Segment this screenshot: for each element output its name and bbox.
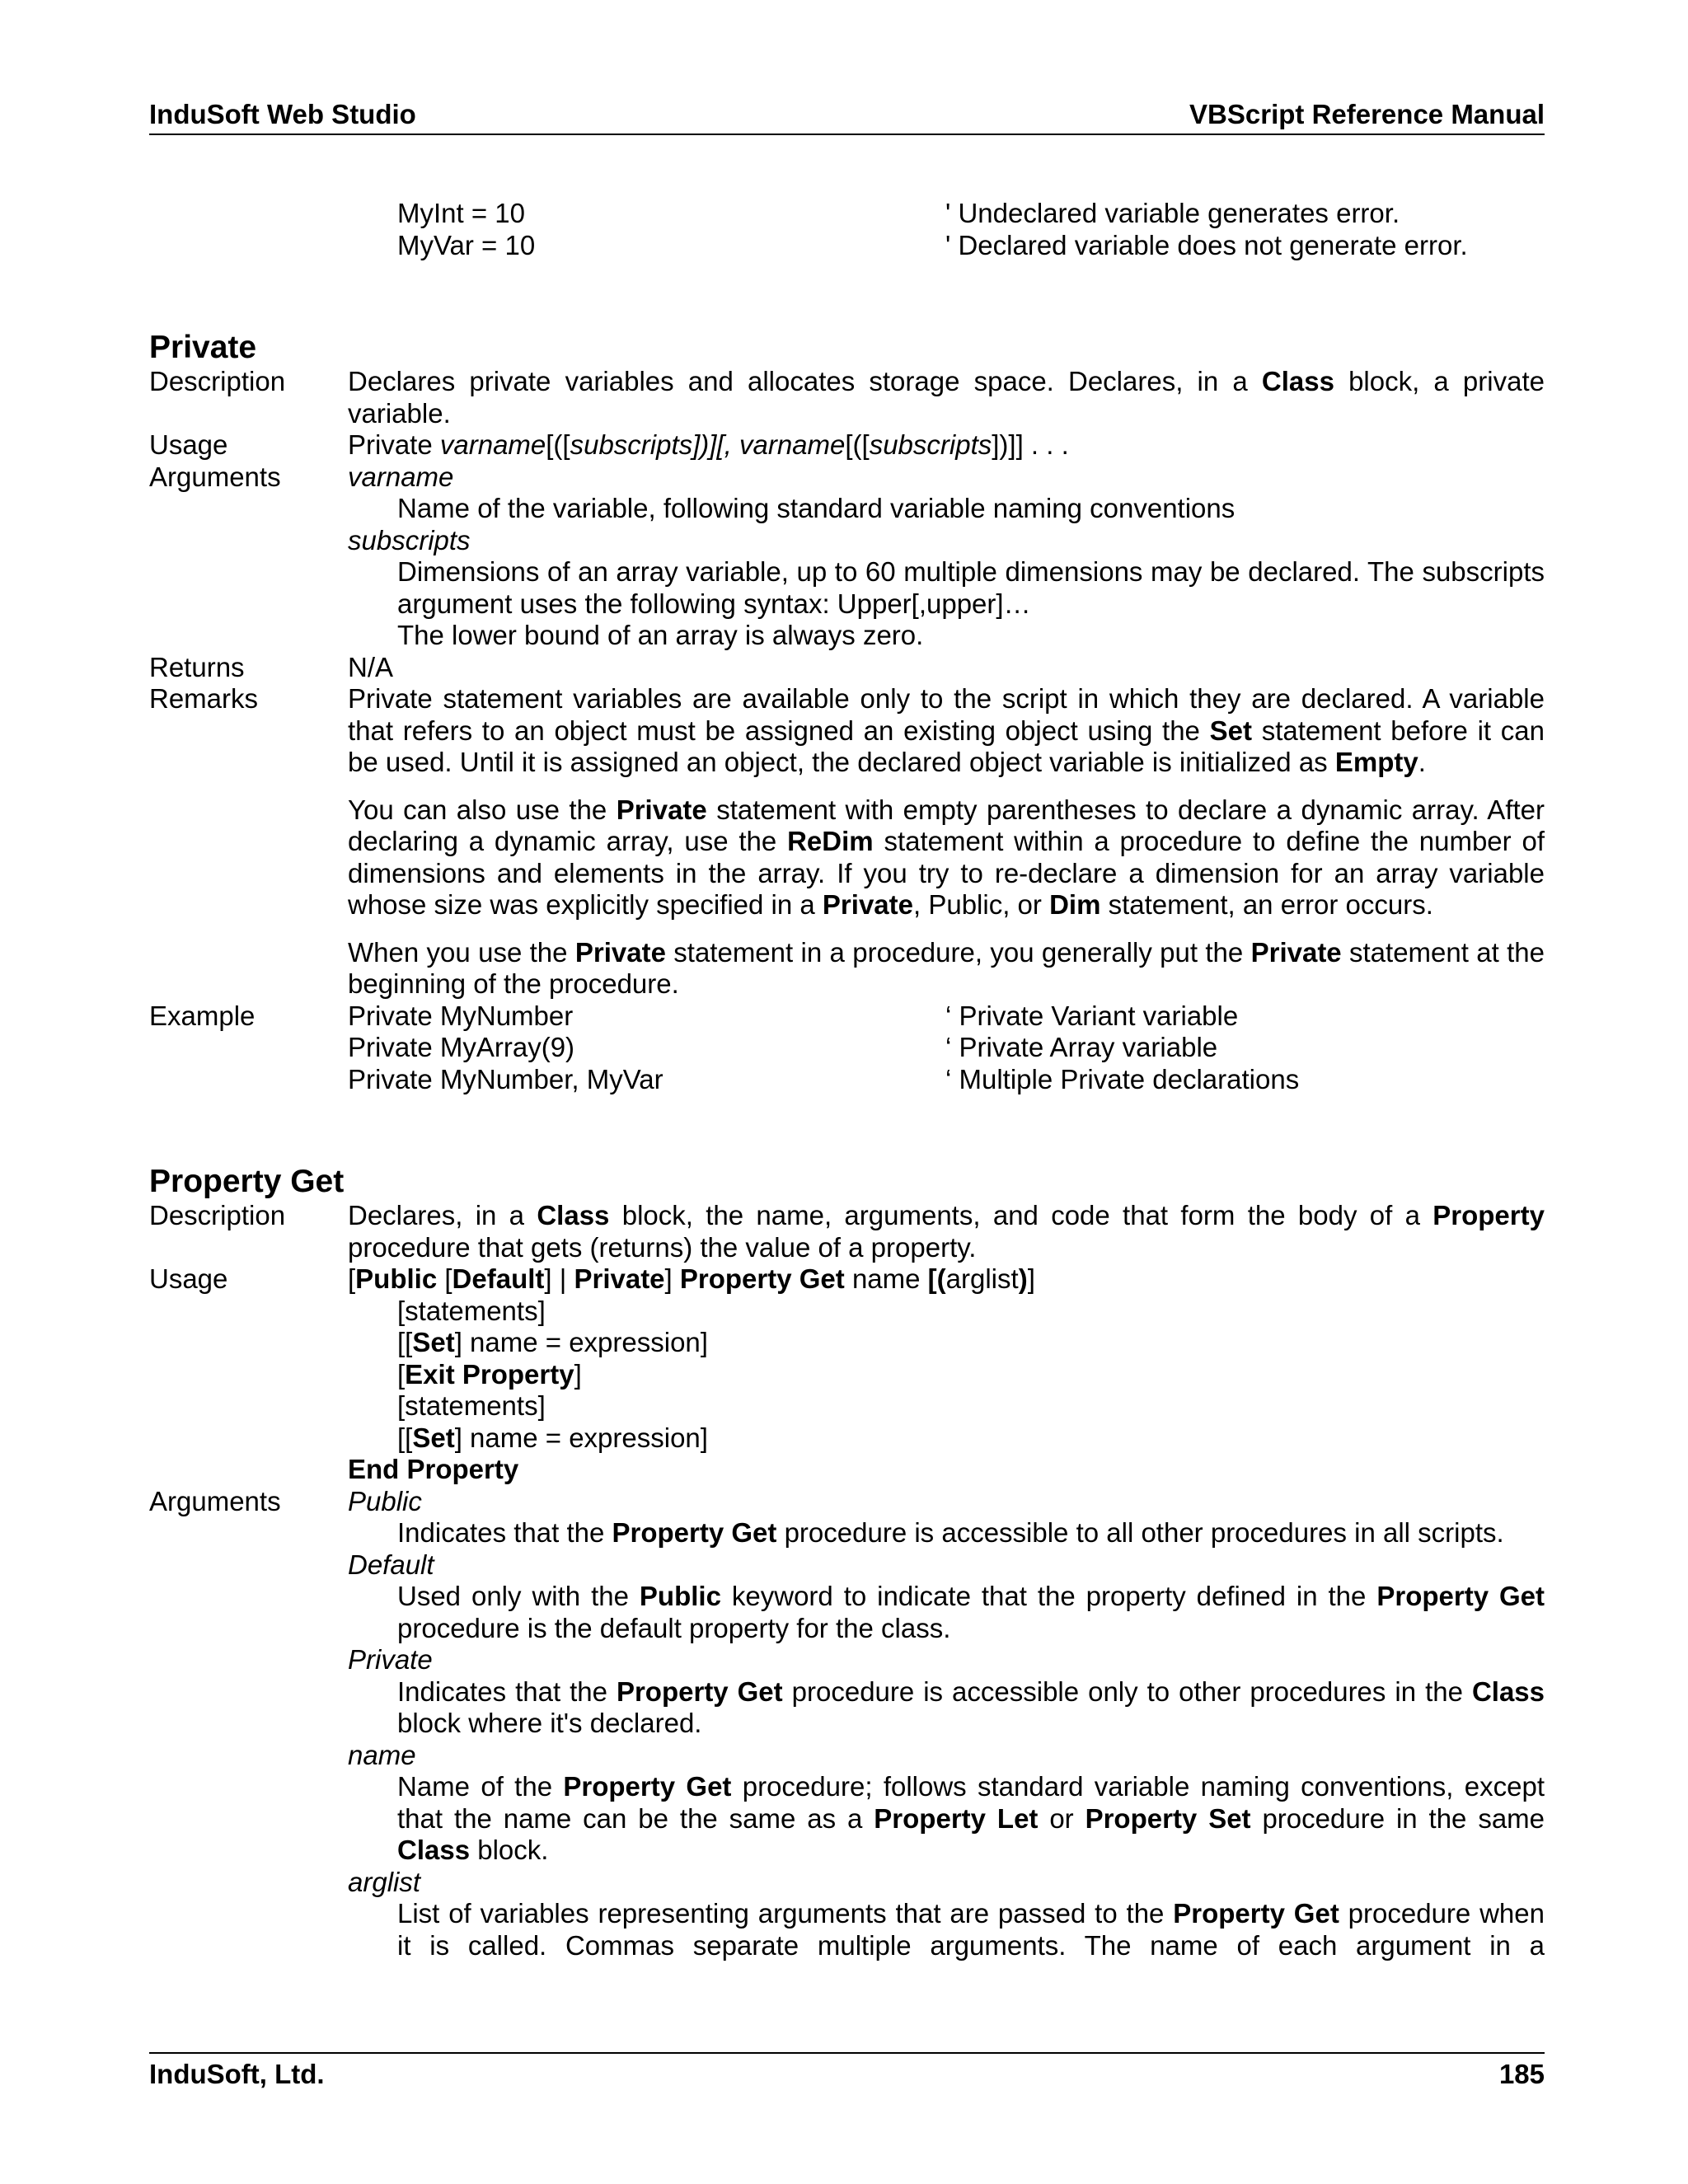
header-manual-title: VBScript Reference Manual xyxy=(1189,99,1545,129)
header-rule xyxy=(149,134,1545,135)
usage-syntax xyxy=(348,1263,1545,1486)
code-comment: ‘ Private Array variable xyxy=(945,1032,1218,1062)
example-code xyxy=(348,1001,1545,1096)
code-line xyxy=(397,198,1545,230)
row-label: Usage xyxy=(149,1263,228,1294)
remarks-row xyxy=(149,683,1545,1001)
code-line xyxy=(397,230,1545,262)
usage-syntax: Private varname[([subscripts])][, varname[([subscripts])]] . . . xyxy=(348,429,1069,460)
row-label: Example xyxy=(149,1000,256,1031)
footer-company: InduSoft, Ltd. xyxy=(149,2059,325,2089)
row-label: Returns xyxy=(149,651,245,682)
remarks-text xyxy=(348,683,1545,1001)
description-text: Declares private variables and allocates storage space. Declares, in a Class block, a private variable. xyxy=(348,366,1545,429)
usage-line: [[Set] name = expression] xyxy=(397,1422,708,1453)
returns-value: N/A xyxy=(348,651,394,682)
row-label: Arguments xyxy=(149,461,281,492)
example-row xyxy=(149,1001,1545,1096)
section-property-get xyxy=(149,1164,1545,1961)
code-line xyxy=(348,1001,1545,1033)
arguments-list xyxy=(348,1486,1545,1962)
row-label: Remarks xyxy=(149,683,259,714)
arguments-row xyxy=(149,1486,1545,1962)
code-text: Private MyNumber, MyVar xyxy=(348,1063,663,1094)
usage-line: [Public [Default] | Private] Property Get name [(arglist)] xyxy=(348,1263,1035,1294)
code-text: MyInt = 10 xyxy=(397,198,525,228)
description-text: Declares, in a Class block, the name, arguments, and code that form the body of a Property procedure that gets (returns) the value of a property. xyxy=(348,1200,1545,1263)
returns-row xyxy=(149,652,1545,684)
code-comment: ' Declared variable does not generate error. xyxy=(945,229,1468,260)
argument-desc: Indicates that the Property Get procedure is accessible to all other procedures in all scripts. xyxy=(397,1517,1504,1548)
page-footer xyxy=(149,2057,1545,2092)
usage-line: [Exit Property] xyxy=(397,1358,582,1390)
remarks-paragraph: Private statement variables are available only to the script in which they are declared. A variable that refers to an object must be assigned an existing object using the Set statement before it can be used. Until it is assigned an object, the declared object variable is initialized as Empty. xyxy=(348,683,1545,777)
arguments-row xyxy=(149,462,1545,652)
footer-rule xyxy=(149,2052,1545,2054)
argument-desc: Indicates that the Property Get procedure is accessible only to other procedures in the Class block where it's declared. xyxy=(397,1675,1545,1738)
header-product-title: InduSoft Web Studio xyxy=(149,99,416,129)
usage-row xyxy=(149,429,1545,462)
code-comment: ‘ Private Variant variable xyxy=(945,1000,1239,1031)
page-header xyxy=(149,97,1545,132)
row-label: Arguments xyxy=(149,1485,281,1516)
remarks-paragraph: You can also use the Private statement with empty parentheses to declare a dynamic array. After declaring a dynamic array, use the ReDim statement within a procedure to define the number of dimensions and elements in the array. If you try to re-declare a dimension for an array variable whose size was explicitly specified in a Private, Public, or Dim statement, an error occurs. xyxy=(348,794,1545,920)
usage-line: End Property xyxy=(348,1454,519,1484)
argument-name: name xyxy=(348,1739,416,1770)
argument-name: Default xyxy=(348,1549,434,1580)
row-label: Description xyxy=(149,1200,286,1230)
usage-line: [statements] xyxy=(397,1295,546,1326)
row-label: Usage xyxy=(149,429,228,460)
description-row xyxy=(149,1200,1545,1263)
code-text: Private MyArray(9) xyxy=(348,1032,575,1062)
continued-example xyxy=(397,198,1545,261)
argument-desc: Name of the variable, following standard variable naming conventions xyxy=(397,493,1236,523)
argument-name: arglist xyxy=(348,1866,421,1897)
usage-row xyxy=(149,1263,1545,1486)
argument-name: Public xyxy=(348,1485,422,1516)
section-title: Property Get xyxy=(149,1164,345,1199)
section-title: Private xyxy=(149,330,257,365)
usage-line: [[Set] name = expression] xyxy=(397,1327,708,1357)
section-private xyxy=(149,330,1545,1095)
remarks-paragraph: When you use the Private statement in a procedure, you generally put the Private statement at the beginning of the procedure. xyxy=(348,936,1545,999)
argument-name: Private xyxy=(348,1644,433,1675)
code-line xyxy=(348,1064,1545,1096)
argument-desc: Dimensions of an array variable, up to 60 multiple dimensions may be declared. The subscripts argument uses the following syntax: Upper[,upper]… xyxy=(397,556,1545,619)
argument-desc: List of variables representing arguments that are passed to the Property Get procedure when it is called. Commas separate multiple arguments. The name of each argument in a xyxy=(397,1898,1545,1961)
argument-desc: The lower bound of an array is always zero. xyxy=(397,620,924,650)
arguments-list xyxy=(348,462,1545,652)
argument-desc: Used only with the Public keyword to indicate that the property defined in the Property Get procedure is the default property for the class. xyxy=(397,1581,1545,1643)
description-row xyxy=(149,366,1545,429)
code-line xyxy=(348,1032,1545,1064)
page-number: 185 xyxy=(1498,2059,1545,2089)
code-comment: ‘ Multiple Private declarations xyxy=(945,1063,1300,1094)
code-text: MyVar = 10 xyxy=(397,229,536,260)
argument-name: varname xyxy=(348,461,454,492)
code-text: Private MyNumber xyxy=(348,1000,574,1031)
argument-name: subscripts xyxy=(348,524,471,555)
argument-desc: Name of the Property Get procedure; follows standard variable naming conventions, except that the name can be the same as a Property Let or Property Set procedure in the same Class block. xyxy=(397,1771,1545,1865)
code-comment: ' Undeclared variable generates error. xyxy=(945,198,1400,228)
row-label: Description xyxy=(149,366,286,396)
usage-line: [statements] xyxy=(397,1390,546,1421)
